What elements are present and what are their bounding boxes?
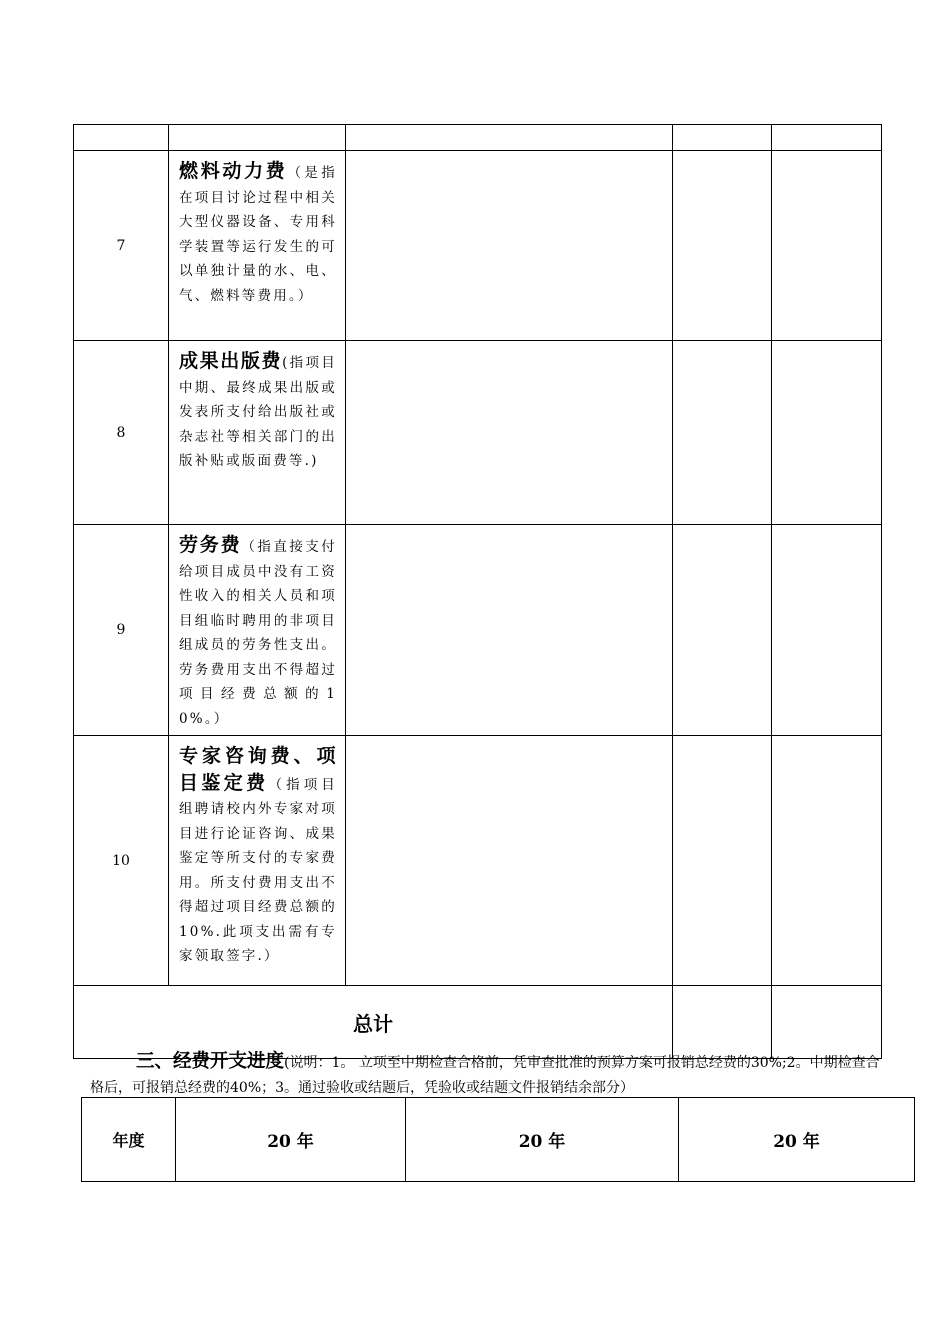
table-cell [673, 151, 772, 341]
table-cell [346, 525, 673, 736]
budget-table [73, 124, 882, 1059]
expense-note: （指项目组聘请校内外专家对项目进行论证咨询、成果鉴定等所支付的专家费用。所支付费用支出不得超过项目经费总额的10%.此项支出需有专家领取签字.） [179, 776, 337, 964]
table-cell [673, 341, 772, 525]
section-note: (说明：1。 立项至中期检查合格前，凭审查批准的预算方案可报销总经费的30%;2。中期检查合格后，可报销总经费的40%；3。通过验收或结题后，凭验收或结题文件报销结余部分） [90, 1055, 880, 1096]
expense-description [169, 151, 346, 341]
total-label: 总计 [74, 986, 673, 1059]
year-column: 20 年 [679, 1098, 915, 1182]
table-row-header-continuation [74, 125, 882, 151]
table-row [74, 525, 882, 736]
expense-title: 燃料动力费 [179, 160, 288, 182]
table-cell [346, 125, 673, 151]
row-number: 8 [74, 341, 169, 525]
table-cell [772, 736, 882, 986]
expense-note: （指直接支付给项目成员中没有工资性收入的相关人员和项目组临时聘用的非项目组成员的劳务性支出。劳务费用支出不得超过项目经费总额的10%。） [179, 539, 337, 727]
expense-title: 专家咨询费、项目鉴定费 [179, 745, 337, 794]
table-cell [74, 125, 169, 151]
total-row [74, 986, 882, 1059]
table-row [82, 1098, 915, 1182]
row-number: 10 [74, 736, 169, 986]
table-cell [772, 125, 882, 151]
table-row [74, 341, 882, 525]
table-cell [772, 151, 882, 341]
table-cell [772, 986, 882, 1059]
expense-note: (指项目中期、最终成果出版或发表所支付给出版社或杂志社等相关部门的出版补贴或版面费等.) [179, 355, 337, 469]
table-cell [772, 525, 882, 736]
year-column: 20 年 [406, 1098, 679, 1182]
table-cell [346, 151, 673, 341]
expense-description [169, 341, 346, 525]
table-cell [772, 341, 882, 525]
table-row [74, 736, 882, 986]
year-column: 20 年 [176, 1098, 406, 1182]
expense-description [169, 736, 346, 986]
year-label: 年度 [82, 1098, 176, 1182]
table-cell [673, 736, 772, 986]
section-heading [90, 1049, 880, 1101]
expense-title: 劳务费 [179, 534, 242, 556]
row-number: 7 [74, 151, 169, 341]
expense-description [169, 525, 346, 736]
table-cell [346, 736, 673, 986]
table-cell [673, 125, 772, 151]
table-cell [673, 986, 772, 1059]
section-title: 三、经费开支进度 [136, 1051, 285, 1072]
expense-note: （是指在项目讨论过程中相关大型仪器设备、专用科学装置等运行发生的可以单独计量的水、电、气、燃料等费用。） [179, 165, 337, 304]
table-cell [673, 525, 772, 736]
row-number: 9 [74, 525, 169, 736]
table-cell [346, 341, 673, 525]
table-row [74, 151, 882, 341]
progress-table [81, 1097, 915, 1182]
table-cell [169, 125, 346, 151]
expense-title: 成果出版费 [179, 350, 283, 372]
